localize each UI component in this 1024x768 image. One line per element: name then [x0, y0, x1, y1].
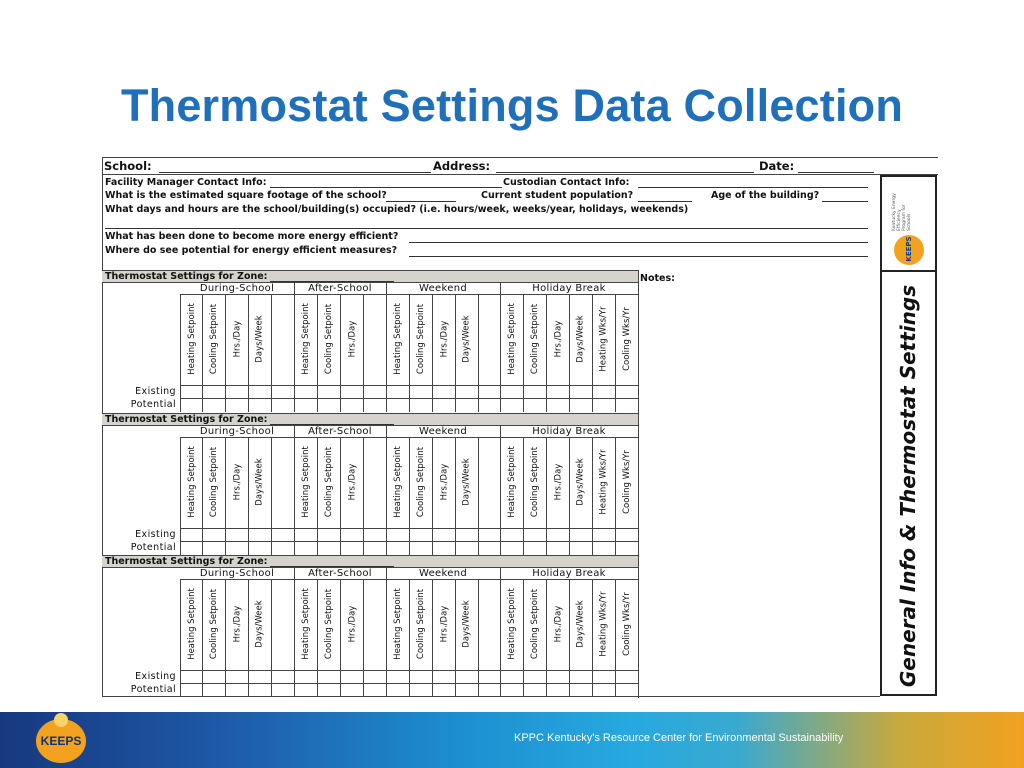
- occupancy-label: What days and hours are the school/building(s) occupied? (i.e. hours/week, weeks/year, holidays, weekends): [105, 204, 689, 215]
- col-label: Days/Week: [576, 600, 586, 648]
- col-label: Days/Week: [576, 458, 586, 506]
- efficiency-done-field[interactable]: [409, 242, 868, 243]
- square-footage-label: What is the estimated square footage of the school?: [105, 190, 387, 201]
- col-label: Cooling Setpoint: [416, 303, 426, 375]
- col-during-heating-setpoint: [180, 295, 202, 385]
- school-field[interactable]: [159, 172, 431, 173]
- row-label-existing: Existing: [135, 386, 176, 397]
- col-after-heating-setpoint: [294, 438, 316, 528]
- zone-field[interactable]: [270, 281, 394, 282]
- zone-field[interactable]: [270, 566, 394, 567]
- col-weekend-cooling-setpoint: [409, 438, 431, 528]
- grid-line: [386, 568, 387, 697]
- form-sidebar: [880, 175, 937, 696]
- col-label: Heating Wks/Yr: [599, 591, 610, 657]
- zone-header: [102, 270, 638, 283]
- group-after-school: After-School: [294, 568, 386, 580]
- col-label: Days/Week: [255, 600, 265, 648]
- col-label: Heating Setpoint: [301, 446, 311, 518]
- grid-line: [271, 295, 272, 412]
- col-holiday-cooling-wks-yr: [615, 580, 637, 670]
- col-label: Heating Wks/Yr: [599, 449, 610, 515]
- col-label: Hrs./Day: [347, 605, 358, 643]
- row-label-existing: Existing: [135, 529, 176, 540]
- col-label: Cooling Setpoint: [416, 446, 426, 518]
- col-label: Heating Setpoint: [507, 446, 517, 518]
- address-label: Address:: [433, 159, 491, 173]
- grid-row-line: [180, 385, 638, 386]
- col-label: Cooling Setpoint: [209, 303, 219, 375]
- col-weekend-hrs-day: [432, 580, 454, 670]
- grid-row-line: [180, 683, 638, 684]
- zone-label: Thermostat Settings for Zone:: [105, 271, 268, 282]
- col-label: Cooling Setpoint: [324, 446, 334, 518]
- facility-manager-field[interactable]: [270, 187, 502, 188]
- col-label: Heating Wks/Yr: [599, 306, 610, 372]
- grid-line: [294, 426, 295, 555]
- sidebar-title: General Info & Thermostat Settings: [896, 284, 921, 688]
- footer-text: KPPC Kentucky's Resource Center for Environmental Sustainability: [514, 732, 844, 744]
- col-weekend-heating-setpoint: [386, 580, 408, 670]
- col-label: Days/Week: [462, 600, 472, 648]
- col-holiday-days-week: [569, 438, 591, 528]
- col-holiday-heating-wks-yr: [592, 580, 614, 670]
- col-label: Hrs./Day: [439, 320, 450, 358]
- row-label-potential: Potential: [130, 684, 176, 695]
- notes-label: Notes:: [640, 273, 675, 284]
- group-after-school: After-School: [294, 426, 386, 438]
- row-label-potential: Potential: [130, 542, 176, 553]
- group-holiday-break: Holiday Break: [500, 426, 638, 438]
- col-holiday-cooling-setpoint: [523, 438, 545, 528]
- custodian-field[interactable]: [638, 187, 868, 188]
- grid-line: [294, 568, 295, 697]
- grid-line: [363, 438, 364, 555]
- col-after-hrs-day: [340, 295, 362, 385]
- zone-label: Thermostat Settings for Zone:: [105, 556, 268, 567]
- zone-header: [102, 555, 638, 568]
- col-weekend-heating-setpoint: [386, 438, 408, 528]
- row-label-existing: Existing: [135, 671, 176, 682]
- col-label: Hrs./Day: [553, 605, 564, 643]
- occupancy-field[interactable]: [105, 228, 868, 229]
- logo-caption: Kentucky Energy Efficiency Program for Schools: [892, 193, 912, 231]
- col-label: Cooling Setpoint: [324, 303, 334, 375]
- col-label: Heating Setpoint: [301, 588, 311, 660]
- zone-section: [102, 270, 638, 412]
- grid-row-line: [180, 541, 638, 542]
- col-holiday-days-week: [569, 580, 591, 670]
- group-weekend: Weekend: [386, 426, 500, 438]
- col-label: Hrs./Day: [232, 463, 243, 501]
- efficiency-done-label: What has been done to become more energy efficient?: [105, 231, 399, 242]
- footer-logo-text: KEEPS: [40, 734, 82, 748]
- group-weekend: Weekend: [386, 568, 500, 580]
- keeps-footer-logo-icon: [36, 719, 86, 763]
- grid-line: [478, 438, 479, 555]
- col-label: Hrs./Day: [347, 463, 358, 501]
- grid-line: [271, 580, 272, 697]
- group-after-school: After-School: [294, 283, 386, 295]
- row-label-potential: Potential: [130, 399, 176, 410]
- col-during-days-week: [248, 438, 270, 528]
- grid-line: [500, 568, 501, 697]
- keeps-logo: [886, 183, 934, 267]
- col-after-cooling-setpoint: [317, 295, 339, 385]
- col-label: Hrs./Day: [439, 463, 450, 501]
- top-rule: [102, 157, 938, 158]
- col-holiday-heating-setpoint: [500, 580, 522, 670]
- col-label: Hrs./Day: [553, 320, 564, 358]
- col-label: Heating Setpoint: [187, 588, 197, 660]
- col-holiday-heating-wks-yr: [592, 438, 614, 528]
- col-weekend-days-week: [455, 438, 477, 528]
- col-holiday-cooling-setpoint: [523, 295, 545, 385]
- col-after-cooling-setpoint: [317, 580, 339, 670]
- keeps-logo-icon: [894, 235, 924, 265]
- col-holiday-cooling-wks-yr: [615, 438, 637, 528]
- col-holiday-hrs-day: [546, 438, 568, 528]
- efficiency-potential-field[interactable]: [409, 256, 868, 257]
- grid-line: [478, 580, 479, 697]
- sidebar-divider: [882, 270, 935, 272]
- col-after-heating-setpoint: [294, 580, 316, 670]
- col-after-cooling-setpoint: [317, 438, 339, 528]
- group-during-school: During-School: [180, 568, 294, 580]
- col-label: Cooling Wks/Yr: [622, 307, 633, 371]
- sidebar-logo-text: KEEPS: [905, 236, 913, 262]
- col-holiday-hrs-day: [546, 295, 568, 385]
- sidebar-title-box: [882, 277, 935, 695]
- col-weekend-hrs-day: [432, 438, 454, 528]
- col-holiday-heating-setpoint: [500, 295, 522, 385]
- date-field[interactable]: [798, 172, 874, 173]
- col-label: Heating Setpoint: [393, 446, 403, 518]
- col-after-hrs-day: [340, 438, 362, 528]
- col-during-cooling-setpoint: [202, 438, 224, 528]
- col-during-cooling-setpoint: [202, 580, 224, 670]
- grid-line: [363, 580, 364, 697]
- grid-line: [386, 426, 387, 555]
- grid-line: [363, 295, 364, 412]
- group-during-school: During-School: [180, 283, 294, 295]
- building-age-label: Age of the building?: [711, 190, 820, 201]
- col-weekend-days-week: [455, 580, 477, 670]
- building-age-field[interactable]: [822, 201, 868, 202]
- col-label: Heating Setpoint: [393, 588, 403, 660]
- slide-footer: [0, 712, 1024, 768]
- grid-line: [478, 295, 479, 412]
- col-label: Days/Week: [462, 458, 472, 506]
- col-holiday-heating-setpoint: [500, 438, 522, 528]
- address-field[interactable]: [496, 172, 754, 173]
- col-label: Cooling Wks/Yr: [622, 592, 633, 656]
- col-during-heating-setpoint: [180, 438, 202, 528]
- col-during-hrs-day: [225, 438, 247, 528]
- col-label: Hrs./Day: [553, 463, 564, 501]
- col-during-days-week: [248, 295, 270, 385]
- col-label: Cooling Wks/Yr: [622, 450, 633, 514]
- group-during-school: During-School: [180, 426, 294, 438]
- col-after-hrs-day: [340, 580, 362, 670]
- sun-icon: [54, 713, 68, 727]
- col-label: Days/Week: [255, 458, 265, 506]
- col-label: Cooling Setpoint: [530, 446, 540, 518]
- col-holiday-heating-wks-yr: [592, 295, 614, 385]
- col-label: Cooling Setpoint: [324, 588, 334, 660]
- col-label: Hrs./Day: [439, 605, 450, 643]
- col-after-heating-setpoint: [294, 295, 316, 385]
- group-weekend: Weekend: [386, 283, 500, 295]
- zone-header: [102, 413, 638, 426]
- grid-line: [500, 283, 501, 412]
- grid-row-line: [180, 528, 638, 529]
- grid-line: [500, 426, 501, 555]
- col-weekend-heating-setpoint: [386, 295, 408, 385]
- col-weekend-cooling-setpoint: [409, 580, 431, 670]
- col-during-days-week: [248, 580, 270, 670]
- population-field[interactable]: [638, 201, 692, 202]
- efficiency-potential-label: Where do see potential for energy efficient measures?: [105, 245, 398, 256]
- custodian-label: Custodian Contact Info:: [503, 177, 630, 188]
- school-label: School:: [104, 159, 152, 173]
- col-weekend-days-week: [455, 295, 477, 385]
- col-holiday-days-week: [569, 295, 591, 385]
- grid-row-line: [180, 398, 638, 399]
- col-label: Heating Setpoint: [507, 588, 517, 660]
- data-collection-form: [102, 157, 938, 697]
- zone-field[interactable]: [270, 424, 394, 425]
- col-label: Hrs./Day: [347, 320, 358, 358]
- date-label: Date:: [759, 159, 795, 173]
- col-during-cooling-setpoint: [202, 295, 224, 385]
- col-holiday-cooling-setpoint: [523, 580, 545, 670]
- col-label: Hrs./Day: [232, 320, 243, 358]
- facility-manager-label: Facility Manager Contact Info:: [105, 177, 267, 188]
- zone-label: Thermostat Settings for Zone:: [105, 414, 268, 425]
- col-label: Days/Week: [255, 315, 265, 363]
- group-holiday-break: Holiday Break: [500, 568, 638, 580]
- col-label: Hrs./Day: [232, 605, 243, 643]
- zone-section: [102, 555, 638, 697]
- col-label: Heating Setpoint: [393, 303, 403, 375]
- col-label: Days/Week: [576, 315, 586, 363]
- grid-row-line: [180, 670, 638, 671]
- col-label: Heating Setpoint: [187, 303, 197, 375]
- group-holiday-break: Holiday Break: [500, 283, 638, 295]
- col-label: Cooling Setpoint: [209, 446, 219, 518]
- col-label: Heating Setpoint: [507, 303, 517, 375]
- population-label: Current student population?: [481, 190, 634, 201]
- col-during-hrs-day: [225, 580, 247, 670]
- col-label: Cooling Setpoint: [209, 588, 219, 660]
- col-label: Cooling Setpoint: [416, 588, 426, 660]
- grid-line: [271, 438, 272, 555]
- col-label: Days/Week: [462, 315, 472, 363]
- header-rule: [102, 174, 938, 175]
- zone-section: [102, 413, 638, 555]
- col-label: Heating Setpoint: [187, 446, 197, 518]
- col-label: Cooling Setpoint: [530, 588, 540, 660]
- grid-line: [294, 283, 295, 412]
- notes-divider: [638, 270, 639, 698]
- col-holiday-hrs-day: [546, 580, 568, 670]
- col-during-heating-setpoint: [180, 580, 202, 670]
- col-during-hrs-day: [225, 295, 247, 385]
- col-label: Heating Setpoint: [301, 303, 311, 375]
- col-label: Cooling Setpoint: [530, 303, 540, 375]
- slide-title: Thermostat Settings Data Collection: [120, 80, 904, 131]
- col-holiday-cooling-wks-yr: [615, 295, 637, 385]
- col-weekend-cooling-setpoint: [409, 295, 431, 385]
- grid-line: [386, 283, 387, 412]
- col-weekend-hrs-day: [432, 295, 454, 385]
- square-footage-field[interactable]: [386, 201, 456, 202]
